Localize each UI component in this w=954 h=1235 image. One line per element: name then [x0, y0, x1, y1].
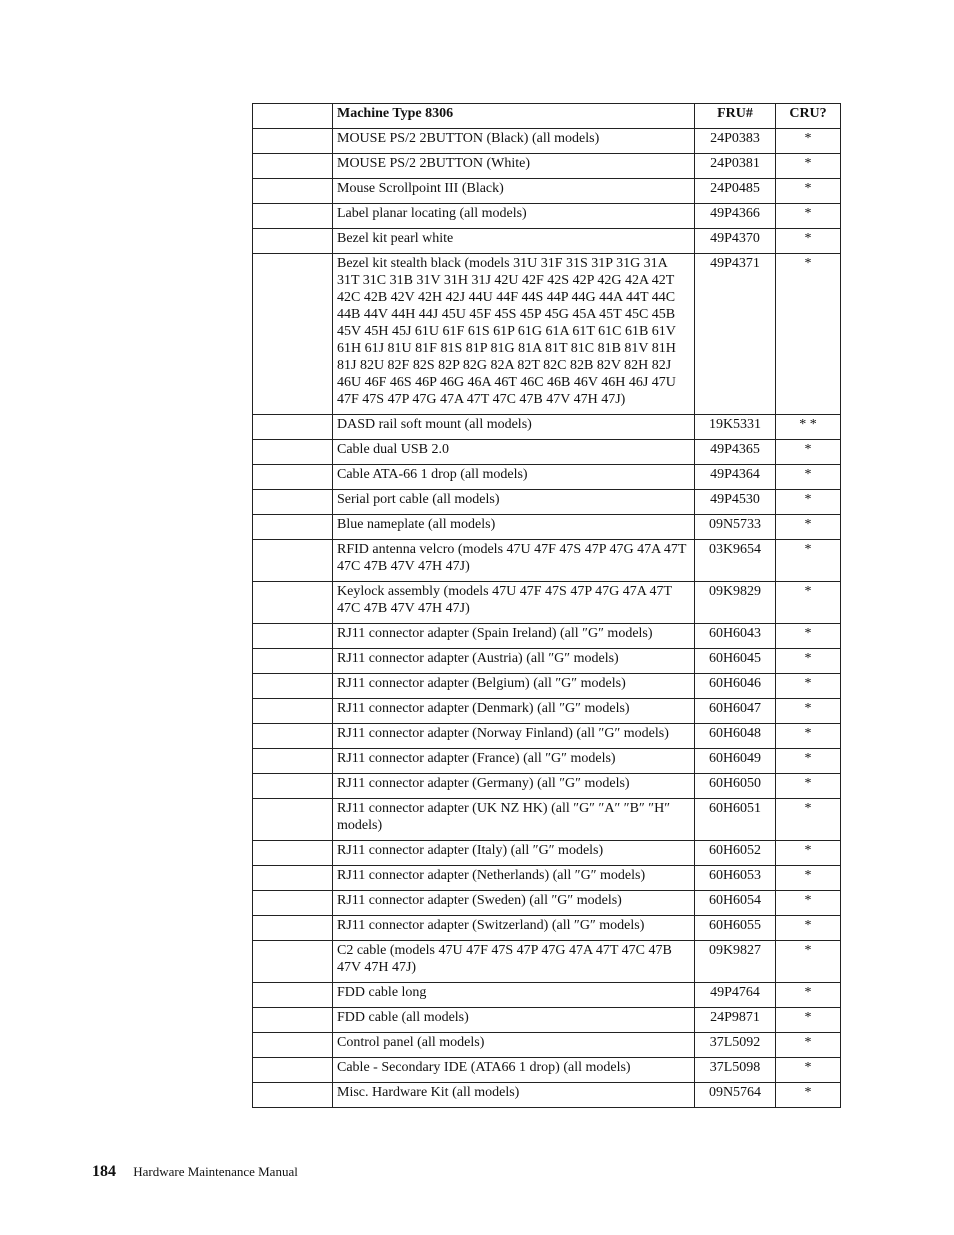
- table-row: [253, 841, 841, 866]
- part-description: DASD rail soft mount (all models): [333, 415, 695, 440]
- blank-cell: [253, 749, 333, 774]
- part-description: RJ11 connector adapter (Denmark) (all ″G″ models): [333, 699, 695, 724]
- part-description: RJ11 connector adapter (Germany) (all ″G″ models): [333, 774, 695, 799]
- blank-cell: [253, 1083, 333, 1108]
- page-number: 184: [92, 1163, 116, 1180]
- table-row: [253, 440, 841, 465]
- blank-cell: [253, 724, 333, 749]
- part-description: Keylock assembly (models 47U 47F 47S 47P 47G 47A 47T 47C 47B 47V 47H 47J): [333, 582, 695, 624]
- table-row: [253, 254, 841, 415]
- part-description: Cable dual USB 2.0: [333, 440, 695, 465]
- table-row: [253, 1058, 841, 1083]
- cru-flag: *: [776, 1083, 841, 1108]
- fru-number: 60H6055: [695, 916, 776, 941]
- cru-flag: *: [776, 983, 841, 1008]
- blank-cell: [253, 1033, 333, 1058]
- part-description: Misc. Hardware Kit (all models): [333, 1083, 695, 1108]
- table-row: [253, 799, 841, 841]
- cru-flag: *: [776, 582, 841, 624]
- blank-cell: [253, 841, 333, 866]
- table-row: [253, 1033, 841, 1058]
- part-description: Serial port cable (all models): [333, 490, 695, 515]
- blank-cell: [253, 1008, 333, 1033]
- blank-cell: [253, 582, 333, 624]
- fru-number: 24P9871: [695, 1008, 776, 1033]
- cru-flag: *: [776, 440, 841, 465]
- table-row: [253, 916, 841, 941]
- cru-flag: *: [776, 1058, 841, 1083]
- fru-number: 49P4764: [695, 983, 776, 1008]
- fru-number: 60H6043: [695, 624, 776, 649]
- table-row: [253, 415, 841, 440]
- table-row: [253, 749, 841, 774]
- table-row: [253, 891, 841, 916]
- fru-number: 09K9829: [695, 582, 776, 624]
- table-row: [253, 1083, 841, 1108]
- fru-number: 19K5331: [695, 415, 776, 440]
- cru-flag: *: [776, 179, 841, 204]
- part-description: FDD cable (all models): [333, 1008, 695, 1033]
- cru-flag: *: [776, 749, 841, 774]
- fru-number: 60H6045: [695, 649, 776, 674]
- table-header-row: [253, 104, 841, 129]
- part-description: MOUSE PS/2 2BUTTON (Black) (all models): [333, 129, 695, 154]
- cru-flag: *: [776, 515, 841, 540]
- blank-cell: [253, 540, 333, 582]
- blank-cell: [253, 674, 333, 699]
- fru-number: 60H6050: [695, 774, 776, 799]
- blank-cell: [253, 866, 333, 891]
- header-machine-type: Machine Type 8306: [333, 104, 695, 129]
- part-description: RJ11 connector adapter (UK NZ HK) (all ″G″ ″A″ ″B″ ″H″ models): [333, 799, 695, 841]
- blank-cell: [253, 916, 333, 941]
- cru-flag: *: [776, 724, 841, 749]
- blank-cell: [253, 515, 333, 540]
- cru-flag: *: [776, 674, 841, 699]
- part-description: RJ11 connector adapter (Italy) (all ″G″ models): [333, 841, 695, 866]
- part-description: Cable ATA-66 1 drop (all models): [333, 465, 695, 490]
- header-blank-cell: [253, 104, 333, 129]
- cru-flag: *: [776, 774, 841, 799]
- part-description: RJ11 connector adapter (Switzerland) (all ″G″ models): [333, 916, 695, 941]
- table-row: [253, 129, 841, 154]
- part-description: Label planar locating (all models): [333, 204, 695, 229]
- part-description: Control panel (all models): [333, 1033, 695, 1058]
- header-cru: CRU?: [776, 104, 841, 129]
- blank-cell: [253, 891, 333, 916]
- part-description: RJ11 connector adapter (Sweden) (all ″G″ models): [333, 891, 695, 916]
- cru-flag: * *: [776, 415, 841, 440]
- cru-flag: *: [776, 916, 841, 941]
- part-description: RJ11 connector adapter (Belgium) (all ″G″ models): [333, 674, 695, 699]
- cru-flag: *: [776, 204, 841, 229]
- cru-flag: *: [776, 1033, 841, 1058]
- cru-flag: *: [776, 891, 841, 916]
- fru-number: 24P0381: [695, 154, 776, 179]
- cru-flag: *: [776, 465, 841, 490]
- part-description: RJ11 connector adapter (France) (all ″G″ models): [333, 749, 695, 774]
- part-description: Cable - Secondary IDE (ATA66 1 drop) (all models): [333, 1058, 695, 1083]
- table-row: [253, 699, 841, 724]
- fru-number: 37L5098: [695, 1058, 776, 1083]
- fru-number: 49P4365: [695, 440, 776, 465]
- part-description: Mouse Scrollpoint III (Black): [333, 179, 695, 204]
- fru-number: 60H6052: [695, 841, 776, 866]
- fru-number: 03K9654: [695, 540, 776, 582]
- fru-number: 09K9827: [695, 941, 776, 983]
- part-description: RJ11 connector adapter (Norway Finland) (all ″G″ models): [333, 724, 695, 749]
- part-description: RJ11 connector adapter (Netherlands) (all ″G″ models): [333, 866, 695, 891]
- part-description: FDD cable long: [333, 983, 695, 1008]
- blank-cell: [253, 229, 333, 254]
- fru-number: 60H6047: [695, 699, 776, 724]
- fru-number: 49P4364: [695, 465, 776, 490]
- cru-flag: *: [776, 941, 841, 983]
- part-description: C2 cable (models 47U 47F 47S 47P 47G 47A 47T 47C 47B 47V 47H 47J): [333, 941, 695, 983]
- fru-number: 24P0383: [695, 129, 776, 154]
- table-row: [253, 624, 841, 649]
- fru-parts-table: [252, 103, 841, 1108]
- cru-flag: *: [776, 154, 841, 179]
- part-description: Bezel kit stealth black (models 31U 31F 31S 31P 31G 31A 31T 31C 31B 31V 31H 31J 42U 42F 42S 42P 42G 42A 42T 42C 42B 42V 42H 42J 44U 44F 44S 44P 44G 44A 44T 44C 44B 44V 44H 44J 45U 45F 45S 45P 45G 45A 45T 45C 45B 45V 45H 45J 61U 61F 61S 61P 61G 61A 61T 61C 61B 61V 61H 61J 81U 81F 81S 81P 81G 81A 81T 81C 81B 81V 81H 81J 82U 82F 82S 82P 82G 82A 82T 82C 82B 82V 82H 82J 46U 46F 46S 46P 46G 46A 46T 46C 46B 46V 46H 46J 47U 47F 47S 47P 47G 47A 47T 47C 47B 47V 47H 47J): [333, 254, 695, 415]
- blank-cell: [253, 1058, 333, 1083]
- part-description: RFID antenna velcro (models 47U 47F 47S 47P 47G 47A 47T 47C 47B 47V 47H 47J): [333, 540, 695, 582]
- blank-cell: [253, 415, 333, 440]
- blank-cell: [253, 490, 333, 515]
- table-row: [253, 774, 841, 799]
- fru-number: 60H6046: [695, 674, 776, 699]
- table-row: [253, 179, 841, 204]
- table-row: [253, 465, 841, 490]
- table-row: [253, 540, 841, 582]
- cru-flag: *: [776, 649, 841, 674]
- blank-cell: [253, 624, 333, 649]
- fru-number: 49P4371: [695, 254, 776, 415]
- cru-flag: *: [776, 866, 841, 891]
- table-row: [253, 582, 841, 624]
- blank-cell: [253, 799, 333, 841]
- fru-number: 60H6048: [695, 724, 776, 749]
- cru-flag: *: [776, 699, 841, 724]
- table-row: [253, 941, 841, 983]
- blank-cell: [253, 774, 333, 799]
- blank-cell: [253, 204, 333, 229]
- blank-cell: [253, 941, 333, 983]
- table-row: [253, 204, 841, 229]
- blank-cell: [253, 440, 333, 465]
- cru-flag: *: [776, 229, 841, 254]
- fru-number: 09N5733: [695, 515, 776, 540]
- cru-flag: *: [776, 254, 841, 415]
- blank-cell: [253, 154, 333, 179]
- blank-cell: [253, 983, 333, 1008]
- fru-number: 60H6049: [695, 749, 776, 774]
- table-row: [253, 866, 841, 891]
- fru-number: 60H6051: [695, 799, 776, 841]
- blank-cell: [253, 649, 333, 674]
- table-row: [253, 724, 841, 749]
- fru-number: 49P4366: [695, 204, 776, 229]
- manual-title: Hardware Maintenance Manual: [133, 1164, 298, 1179]
- blank-cell: [253, 699, 333, 724]
- part-description: Bezel kit pearl white: [333, 229, 695, 254]
- fru-number: 49P4370: [695, 229, 776, 254]
- fru-number: 37L5092: [695, 1033, 776, 1058]
- table-row: [253, 674, 841, 699]
- blank-cell: [253, 179, 333, 204]
- blank-cell: [253, 465, 333, 490]
- part-description: Blue nameplate (all models): [333, 515, 695, 540]
- fru-number: 60H6054: [695, 891, 776, 916]
- cru-flag: *: [776, 624, 841, 649]
- part-description: RJ11 connector adapter (Spain Ireland) (all ″G″ models): [333, 624, 695, 649]
- cru-flag: *: [776, 799, 841, 841]
- cru-flag: *: [776, 841, 841, 866]
- part-description: MOUSE PS/2 2BUTTON (White): [333, 154, 695, 179]
- blank-cell: [253, 129, 333, 154]
- table-row: [253, 490, 841, 515]
- page-footer: [92, 1163, 298, 1181]
- fru-number: 09N5764: [695, 1083, 776, 1108]
- table-row: [253, 515, 841, 540]
- blank-cell: [253, 254, 333, 415]
- table-row: [253, 649, 841, 674]
- part-description: RJ11 connector adapter (Austria) (all ″G″ models): [333, 649, 695, 674]
- cru-flag: *: [776, 1008, 841, 1033]
- table-row: [253, 1008, 841, 1033]
- cru-flag: *: [776, 540, 841, 582]
- table-row: [253, 229, 841, 254]
- fru-number: 49P4530: [695, 490, 776, 515]
- cru-flag: *: [776, 490, 841, 515]
- cru-flag: *: [776, 129, 841, 154]
- fru-number: 60H6053: [695, 866, 776, 891]
- fru-number: 24P0485: [695, 179, 776, 204]
- header-fru: FRU#: [695, 104, 776, 129]
- table-row: [253, 154, 841, 179]
- table-row: [253, 983, 841, 1008]
